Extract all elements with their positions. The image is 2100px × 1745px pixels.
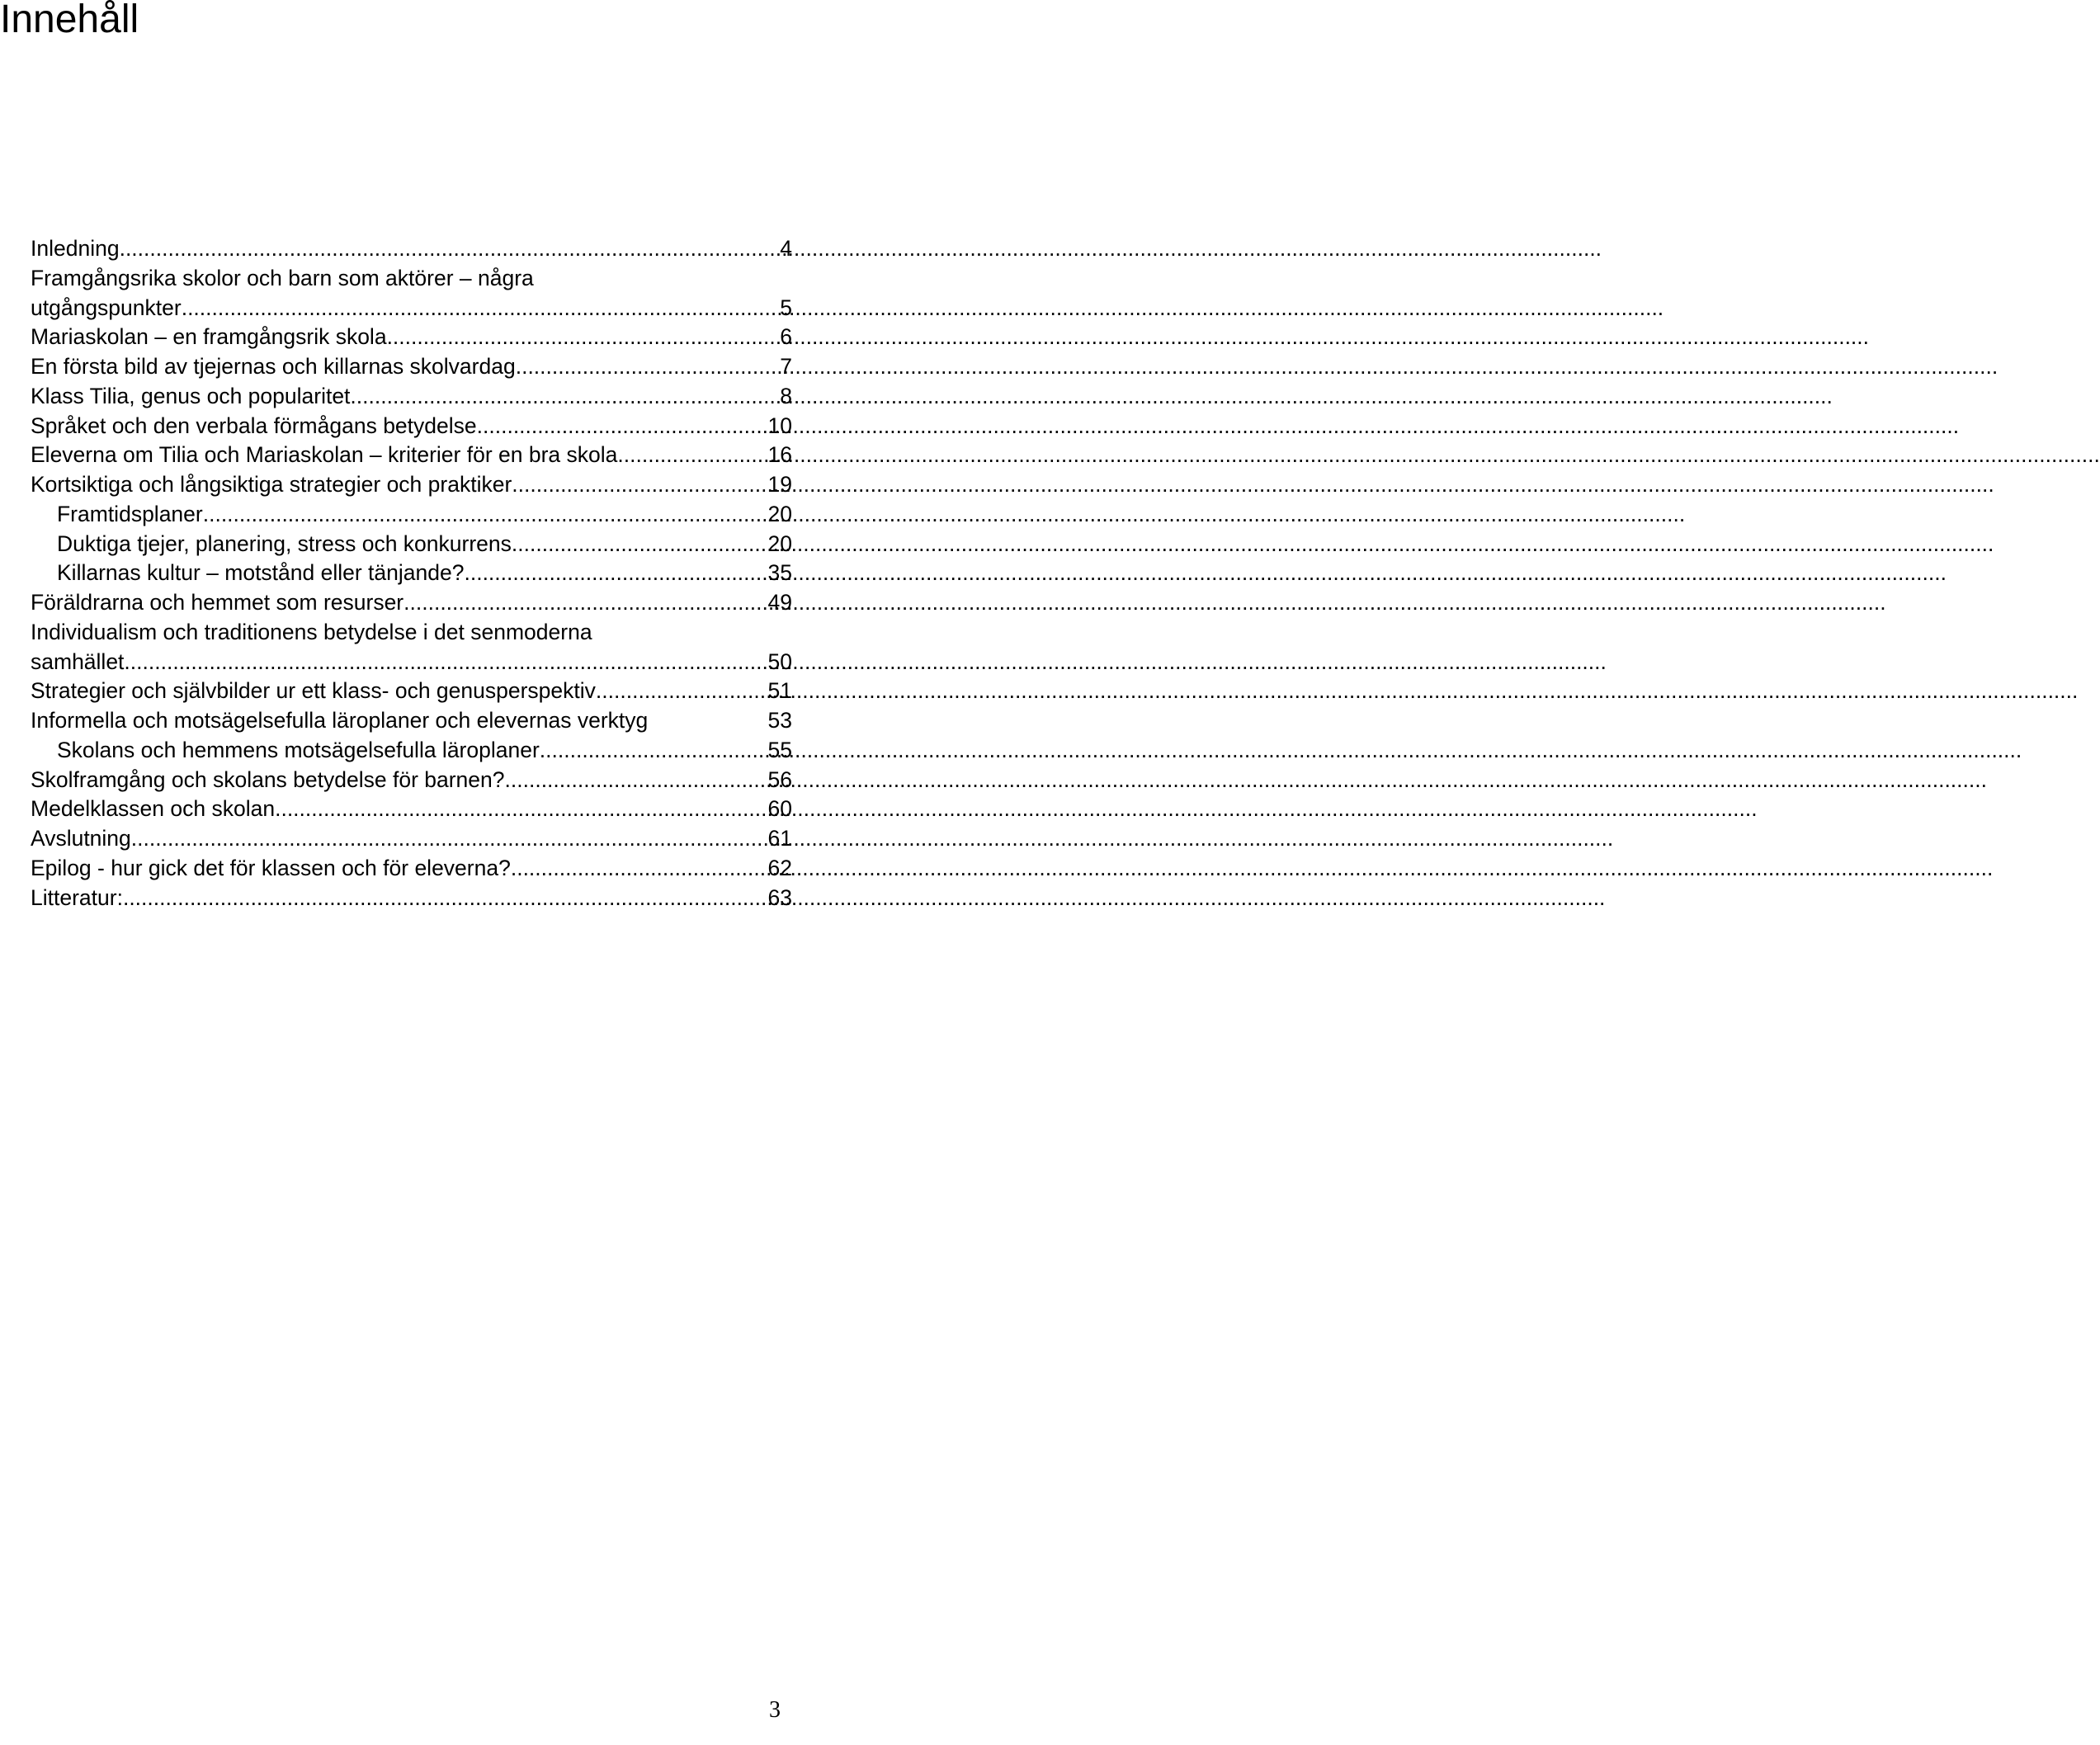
dot-leader [617,441,764,470]
dot-leader [350,382,776,412]
toc-entry[interactable] [31,323,792,352]
toc-entry-page: 5 [780,295,792,320]
toc-entry-page: 55 [767,737,792,762]
dot-leader [512,530,765,559]
toc-entry[interactable] [31,234,792,264]
dot-leader [182,294,777,323]
toc-entry-title: Killarnas kultur – motstånd eller tänjande? [57,560,465,586]
toc-entry-title: Strategier och självbilder ur ett klass- och genusperspektiv [31,678,596,704]
toc-entry[interactable] [31,500,792,530]
toc-entry-title: Litteratur: [31,884,123,910]
toc-entry[interactable] [31,352,792,382]
toc-entry-page: 53 [767,708,792,733]
toc-entry-title: Eleverna om Tilia och Mariaskolan – kriterier för en bra skola [31,442,618,468]
toc-entry[interactable] [31,441,792,470]
toc-entry-title: Klass Tilia, genus och popularitet [31,383,351,408]
dot-leader [387,323,777,352]
toc-entry-page: 10 [767,413,792,438]
toc-entry-title: utgångspunkter [31,295,182,320]
dot-leader [540,736,765,766]
toc-entry[interactable] [31,795,792,824]
toc-entry-page: 62 [767,855,792,880]
toc-entry[interactable] [31,470,792,500]
toc-entry-title: Avslutning [31,826,131,851]
toc-entry[interactable] [31,766,792,795]
dot-leader [131,824,765,854]
page-number: 3 [769,1697,781,1723]
toc-entry-page: 35 [767,560,792,586]
toc-entry[interactable] [31,736,792,766]
dot-leader [511,854,765,884]
toc-entry-title: Kortsiktiga och långsiktiga strategier och praktiker [31,472,512,497]
toc-entry-title: Informella och motsägelsefulla läroplaner och elevernas verktyg [31,708,649,733]
toc-entry-page: 4 [780,236,792,261]
toc-entry-page: 7 [780,354,792,379]
toc-entry-title: Mariaskolan – en framgångsrik skola [31,324,387,350]
table-of-contents [31,234,792,913]
toc-entry-page: 60 [767,796,792,822]
toc-entry[interactable] [31,382,792,412]
toc-entry[interactable] [31,588,792,618]
dot-leader [512,470,764,500]
toc-entry-title: Duktiga tjejer, planering, stress och konkurrens [57,531,512,556]
toc-entry-title: Epilog - hur gick det för klassen och för eleverna? [31,855,511,880]
toc-entry-page: 49 [767,590,792,615]
toc-entry[interactable] [31,677,792,706]
dot-leader [477,412,765,441]
dot-leader [516,352,777,382]
dot-leader [596,677,765,706]
dot-leader [203,500,765,530]
dot-leader [505,766,765,795]
toc-entry[interactable] [31,884,792,913]
toc-entry-title: Skolans och hemmens motsägelsefulla läroplaner [57,737,540,762]
toc-entry-title: Framtidsplaner [57,501,203,526]
toc-entry[interactable] [31,412,792,441]
toc-entry-page: 63 [767,884,792,910]
toc-entry-page: 51 [767,678,792,704]
toc-entry[interactable] [31,706,792,736]
toc-entry[interactable] [31,824,792,854]
dot-leader [124,648,764,677]
toc-entry-title: Språket och den verbala förmågans betydelse [31,413,477,438]
toc-entry-title-line1: Individualism och traditionens betydelse i det senmoderna [31,619,592,644]
toc-entry-page: 50 [767,648,792,674]
toc-entry-title: En första bild av tjejernas och killarnas skolvardag [31,354,516,379]
dot-leader [403,588,764,618]
dot-leader [464,559,764,588]
toc-entry[interactable] [31,559,792,588]
toc-entry-page: 56 [767,766,792,792]
toc-entry[interactable] [31,264,792,323]
toc-entry-title-line1: Framgångsrika skolor och barn som aktörer – några [31,265,534,290]
toc-entry-page: 19 [767,472,792,497]
toc-entry-page: 8 [780,383,792,408]
dot-leader [120,234,777,264]
toc-entry[interactable] [31,854,792,884]
dot-leader [123,884,765,913]
toc-entry[interactable] [31,618,792,677]
toc-entry-page: 61 [767,826,792,851]
toc-entry-title: Medelklassen och skolan [31,796,276,822]
dot-leader [275,795,764,824]
toc-entry-page: 20 [767,501,792,526]
toc-entry-page: 6 [780,324,792,350]
toc-entry-title: Inledning [31,236,120,261]
toc-entry-page: 20 [767,531,792,556]
toc-entry-title: samhället [31,648,125,674]
toc-entry-page: 16 [767,442,792,468]
toc-entry-title: Skolframgång och skolans betydelse för barnen? [31,766,505,792]
toc-entry-title: Föräldrarna och hemmet som resurser [31,590,404,615]
page-title: Innehåll [0,0,139,41]
toc-entry[interactable] [31,530,792,559]
